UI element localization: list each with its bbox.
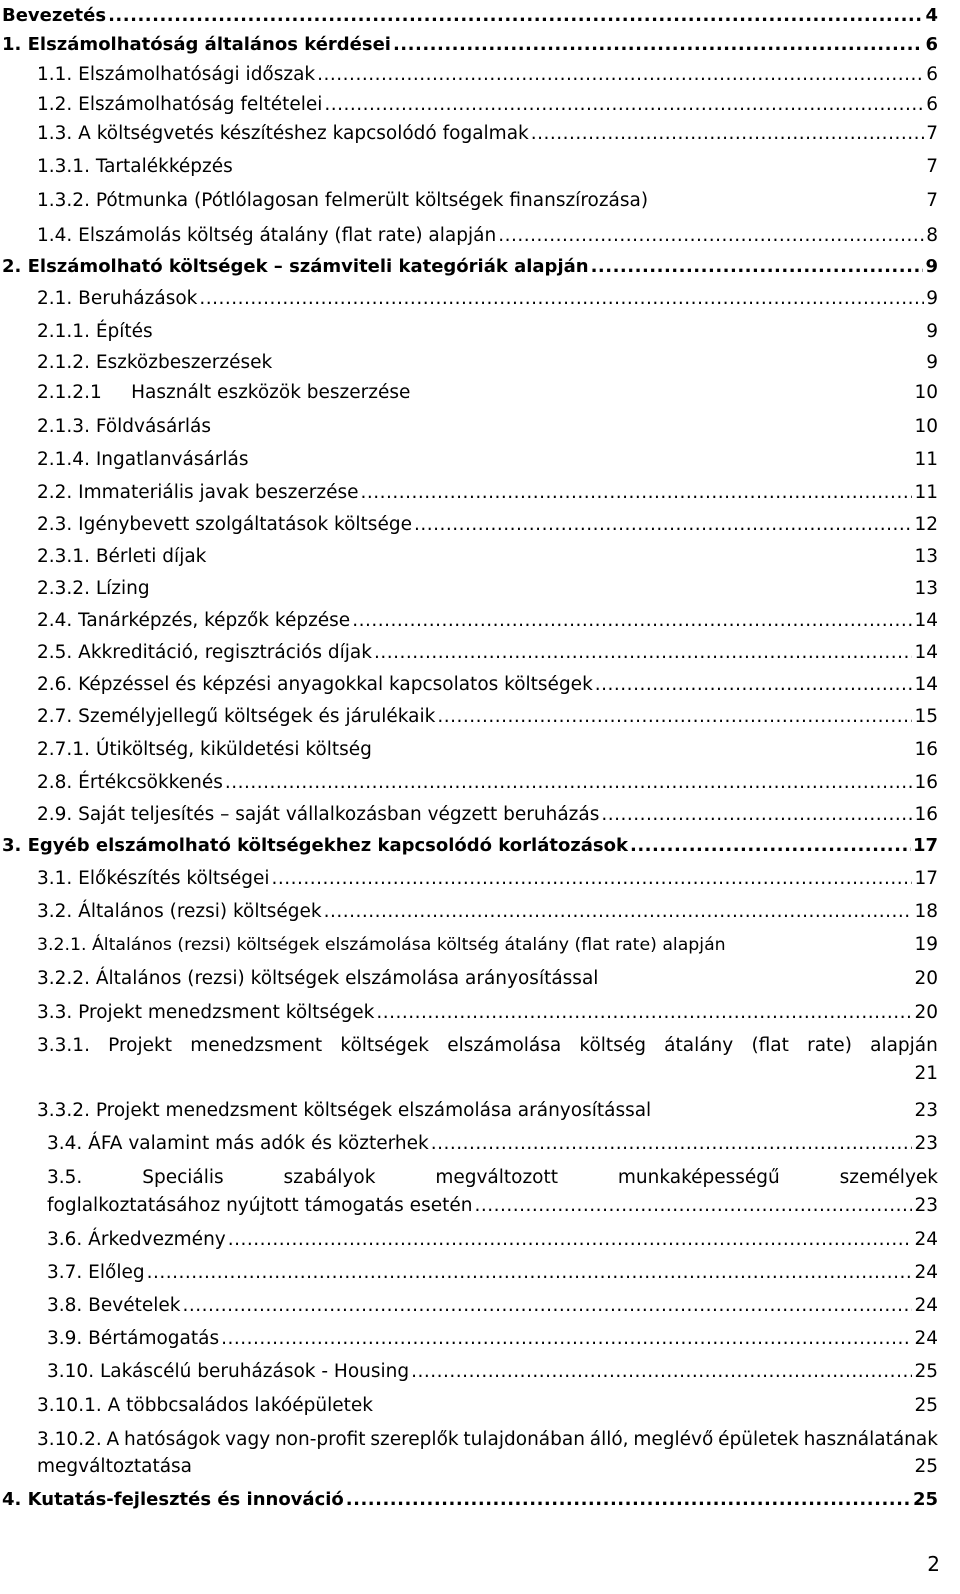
toc-word: tulajdonában <box>463 1429 585 1450</box>
toc-entry-title: 2.3. Igénybevett szolgáltatások költsége <box>37 514 412 535</box>
page-number: 2 <box>927 1552 940 1576</box>
toc-entry[interactable] <box>2 1488 938 1512</box>
toc-entry-page: 9 <box>926 321 938 342</box>
toc-entry-page: 13 <box>914 546 938 567</box>
toc-leader-dots <box>474 1194 912 1218</box>
toc-entry-page: 6 <box>926 64 938 85</box>
toc-entry[interactable] <box>2 255 938 279</box>
toc-entry-page: 21 <box>914 1063 938 1084</box>
toc-leader-dots <box>498 224 924 248</box>
toc-leader-dots <box>147 1261 913 1285</box>
toc-word: álló, <box>589 1429 629 1450</box>
toc-word: 3.3.1. <box>37 1035 90 1056</box>
toc-entry-title: 2.1.4. Ingatlanvásárlás <box>37 449 249 470</box>
toc-entry-page: 24 <box>914 1262 938 1283</box>
toc-leader-dots <box>271 867 912 891</box>
toc-entry[interactable] <box>2 33 938 57</box>
toc-entry-page: 19 <box>914 934 938 955</box>
toc-entry-page: 9 <box>926 288 938 309</box>
toc-word: személyek <box>839 1167 938 1188</box>
toc-leader-dots <box>108 4 923 28</box>
toc-entry[interactable] <box>47 1294 938 1318</box>
toc-leader-dots <box>411 1360 912 1384</box>
toc-entry-page: 14 <box>914 610 938 631</box>
toc-entry-page: 8 <box>926 225 938 246</box>
toc-entry-title: 1.4. Elszámolás költség átalány (flat rate) alapján <box>37 225 497 246</box>
toc-entry-title: 2.9. Saját teljesítés – saját vállalkozásban végzett beruházás <box>37 804 600 825</box>
toc-leader-dots <box>346 1488 911 1512</box>
toc-word: 3.10.2. <box>37 1429 102 1450</box>
toc-entry-page: 23 <box>914 1133 938 1154</box>
toc-entry-page: 16 <box>914 772 938 793</box>
toc-entry-wrapped-line1[interactable] <box>37 1428 938 1452</box>
toc-entry[interactable] <box>37 481 938 505</box>
toc-entry-title: 2.6. Képzéssel és képzési anyagokkal kapcsolatos költségek <box>37 674 593 695</box>
toc-word: A <box>106 1429 120 1450</box>
toc-entry-title: 3.3. Projekt menedzsment költségek <box>37 1002 375 1023</box>
toc-entry-title: 2.1.3. Földvásárlás <box>37 416 211 437</box>
toc-entry-page: 7 <box>926 123 938 144</box>
toc-word: munkaképességű <box>617 1167 780 1188</box>
toc-word: alapján <box>870 1035 938 1056</box>
toc-entry-page: 14 <box>914 642 938 663</box>
toc-entry-title: 3.8. Bevételek <box>47 1295 181 1316</box>
toc-entry-title: Bevezetés <box>2 5 107 26</box>
toc-entry[interactable] <box>37 967 938 991</box>
toc-leader-dots <box>360 481 912 505</box>
toc-entry[interactable] <box>37 287 938 311</box>
toc-leader-dots <box>630 834 911 858</box>
toc-leader-dots <box>324 900 913 924</box>
toc-entry-page: 25 <box>914 1361 938 1382</box>
toc-leader-dots <box>591 255 924 279</box>
toc-entry[interactable] <box>37 771 938 795</box>
toc-entry-wrapped-line2[interactable] <box>47 1194 938 1218</box>
toc-entry-page: 10 <box>914 382 938 403</box>
toc-entry[interactable] <box>37 320 938 344</box>
toc-entry-title: 3. Egyéb elszámolható költségekhez kapcsolódó korlátozások <box>2 835 628 856</box>
toc-entry-page: 17 <box>914 868 938 889</box>
toc-entry-page: 7 <box>926 156 938 177</box>
toc-entry-title: 2.1. Beruházások <box>37 288 198 309</box>
toc-entry[interactable] <box>37 609 938 633</box>
toc-leader-dots <box>199 287 924 311</box>
toc-entry-title: 3.3.2. Projekt menedzsment költségek elszámolása arányosítással <box>37 1100 652 1121</box>
toc-entry-title: 2.7. Személyjellegű költségek és járulékaik <box>37 706 436 727</box>
toc-leader-dots <box>221 1327 912 1351</box>
toc-word: használatának <box>803 1429 938 1450</box>
toc-entry-title: 3.2. Általános (rezsi) költségek <box>37 901 322 922</box>
toc-word: átalány <box>664 1035 734 1056</box>
toc-entry-page: 11 <box>914 449 938 470</box>
toc-leader-dots <box>437 705 912 729</box>
toc-entry[interactable] <box>47 1228 938 1252</box>
toc-entry[interactable] <box>37 900 938 924</box>
toc-entry-page: 20 <box>914 1002 938 1023</box>
toc-entry-page: 11 <box>914 482 938 503</box>
toc-word: hatóságok <box>123 1429 221 1450</box>
toc-entry[interactable] <box>2 834 938 858</box>
toc-entry-page: 23 <box>914 1100 938 1121</box>
toc-entry-page: 9 <box>926 352 938 373</box>
toc-leader-dots <box>324 93 924 117</box>
toc-entry-title-line1 <box>47 1166 938 1190</box>
toc-entry-title: 3.2.2. Általános (rezsi) költségek elszámolása arányosítással <box>37 968 599 989</box>
toc-entry[interactable] <box>37 867 938 891</box>
toc-entry-title: 4. Kutatás-fejlesztés és innováció <box>2 1489 344 1510</box>
toc-entry-title-line1 <box>37 1034 938 1058</box>
toc-entry-page: 13 <box>914 578 938 599</box>
toc-entry-page: 12 <box>914 514 938 535</box>
toc-entry[interactable] <box>37 63 938 87</box>
toc-entry-title: 2.7.1. Útiköltség, kiküldetési költség <box>37 739 372 760</box>
toc-entry-title: 2.1.1. Építés <box>37 321 153 342</box>
toc-entry-title: 2.3.2. Lízing <box>37 578 150 599</box>
toc-entry-title: 2.1.2.1 Használt eszközök beszerzése <box>37 382 411 403</box>
toc-entry-title: 1.2. Elszámolhatóság feltételei <box>37 94 323 115</box>
toc-word: elszámolása <box>447 1035 562 1056</box>
toc-leader-dots <box>317 63 924 87</box>
toc-entry[interactable] <box>37 933 938 957</box>
toc-entry[interactable] <box>37 1394 938 1418</box>
toc-entry[interactable] <box>37 705 938 729</box>
toc-entry-page: 16 <box>914 804 938 825</box>
toc-word: Speciális <box>142 1167 224 1188</box>
toc-entry[interactable] <box>37 415 938 439</box>
toc-word: vagy <box>225 1429 271 1450</box>
toc-entry-title-line1 <box>37 1428 938 1452</box>
toc-entry-page: 9 <box>925 256 938 277</box>
toc-entry-page: 4 <box>925 5 938 26</box>
toc-entry[interactable] <box>47 1261 938 1285</box>
toc-entry-page: 24 <box>914 1328 938 1349</box>
toc-word: menedzsment <box>190 1035 323 1056</box>
toc-entry-page: 6 <box>925 34 938 55</box>
toc-word: (flat <box>751 1035 789 1056</box>
toc-entry-page: 24 <box>914 1295 938 1316</box>
toc-entry-title-line2: megváltoztatása <box>37 1456 193 1477</box>
toc-entry-page: 10 <box>914 416 938 437</box>
toc-entry-wrapped-line2[interactable] <box>37 1062 938 1086</box>
toc-entry[interactable] <box>37 93 938 117</box>
toc-leader-dots <box>531 122 924 146</box>
toc-entry[interactable] <box>37 513 938 537</box>
toc-entry[interactable] <box>37 448 938 472</box>
toc-entry[interactable] <box>37 1001 938 1025</box>
toc-entry-title: 2.5. Akkreditáció, regisztrációs díjak <box>37 642 372 663</box>
toc-leader-dots <box>352 609 912 633</box>
toc-entry-title: 2.3.1. Bérleti díjak <box>37 546 207 567</box>
toc-word: 3.5. <box>47 1167 83 1188</box>
toc-entry-page: 14 <box>914 674 938 695</box>
toc-entry[interactable] <box>37 673 938 697</box>
toc-entry-title: 1.1. Elszámolhatósági időszak <box>37 64 316 85</box>
toc-entry-title: 2.2. Immateriális javak beszerzése <box>37 482 359 503</box>
toc-word: rate) <box>807 1035 852 1056</box>
toc-entry-title: 1.3. A költségvetés készítéshez kapcsolódó fogalmak <box>37 123 529 144</box>
toc-entry[interactable] <box>37 1099 938 1123</box>
toc-entry[interactable] <box>37 224 938 248</box>
toc-entry[interactable] <box>37 122 938 146</box>
toc-entry-title: 3.6. Árkedvezmény <box>47 1229 226 1250</box>
toc-entry-page: 25 <box>914 1395 938 1416</box>
toc-entry-title: 1.3.1. Tartalékképzés <box>37 156 233 177</box>
toc-entry-title: 3.10. Lakáscélú beruházások - Housing <box>47 1361 410 1382</box>
toc-entry[interactable] <box>37 803 938 827</box>
toc-entry[interactable] <box>37 641 938 665</box>
toc-entry[interactable] <box>37 351 938 375</box>
toc-entry-page: 24 <box>914 1229 938 1250</box>
toc-entry[interactable] <box>47 1327 938 1351</box>
toc-entry-title: 3.7. Előleg <box>47 1262 145 1283</box>
toc-entry[interactable] <box>37 577 938 601</box>
toc-leader-dots <box>393 33 924 57</box>
toc-entry-page: 25 <box>912 1489 938 1510</box>
toc-entry[interactable] <box>47 1132 938 1156</box>
toc-entry-title: 1.3.2. Pótmunka (Pótlólagosan felmerült költségek finanszírozása) <box>37 190 649 211</box>
toc-entry-page: 17 <box>912 835 938 856</box>
toc-leader-dots <box>414 513 913 537</box>
toc-entry-page: 7 <box>926 190 938 211</box>
toc-entry-title: 1. Elszámolhatóság általános kérdései <box>2 34 391 55</box>
toc-word: non-profit <box>274 1429 366 1450</box>
toc-leader-dots <box>431 1132 913 1156</box>
toc-word: költség <box>579 1035 646 1056</box>
toc-entry-wrapped-line1[interactable] <box>47 1166 938 1190</box>
toc-entry-title: 3.9. Bértámogatás <box>47 1328 220 1349</box>
toc-leader-dots <box>374 641 913 665</box>
toc-entry-page: 23 <box>914 1195 938 1216</box>
toc-entry-page: 20 <box>914 968 938 989</box>
toc-entry-page: 6 <box>926 94 938 115</box>
toc-entry[interactable] <box>37 155 938 179</box>
toc-entry-wrapped-line1[interactable] <box>37 1034 938 1058</box>
toc-entry-page: 18 <box>914 901 938 922</box>
toc-word: épületek <box>718 1429 799 1450</box>
toc-word: költségek <box>340 1035 430 1056</box>
toc-entry-title: 2. Elszámolható költségek – számviteli kategóriák alapján <box>2 256 589 277</box>
toc-word: szereplők <box>370 1429 459 1450</box>
toc-entry[interactable] <box>37 381 938 405</box>
toc-entry[interactable] <box>47 1360 938 1384</box>
toc-entry-title-line2: foglalkoztatásához nyújtott támogatás esetén <box>47 1195 473 1216</box>
toc-word: megváltozott <box>435 1167 558 1188</box>
toc-leader-dots <box>182 1294 912 1318</box>
toc-entry[interactable] <box>2 4 938 28</box>
toc-entry-title: 2.1.2. Eszközbeszerzések <box>37 352 273 373</box>
toc-word: meglévő <box>633 1429 714 1450</box>
toc-entry-title: 2.8. Értékcsökkenés <box>37 772 223 793</box>
toc-entry[interactable] <box>37 738 938 762</box>
toc-entry-wrapped-line2[interactable] <box>37 1455 938 1479</box>
toc-leader-dots <box>225 771 913 795</box>
toc-leader-dots <box>601 803 912 827</box>
toc-leader-dots <box>228 1228 913 1252</box>
toc-leader-dots <box>376 1001 912 1025</box>
toc-entry[interactable] <box>37 545 938 569</box>
toc-entry-title: 2.4. Tanárképzés, képzők képzése <box>37 610 351 631</box>
toc-leader-dots <box>595 673 913 697</box>
toc-entry[interactable] <box>37 189 938 213</box>
toc-word: szabályok <box>283 1167 376 1188</box>
toc-word: Projekt <box>108 1035 172 1056</box>
toc-entry-title: 3.10.1. A többcsaládos lakóépületek <box>37 1395 373 1416</box>
toc-entry-title: 3.4. ÁFA valamint más adók és közterhek <box>47 1133 429 1154</box>
toc-entry-page: 16 <box>914 739 938 760</box>
toc-entry-title: 3.2.1. Általános (rezsi) költségek elszámolása költség átalány (flat rate) alapján <box>37 935 726 955</box>
toc-entry-page: 15 <box>914 706 938 727</box>
toc-entry-page: 25 <box>914 1456 938 1477</box>
toc-entry-title: 3.1. Előkészítés költségei <box>37 868 270 889</box>
